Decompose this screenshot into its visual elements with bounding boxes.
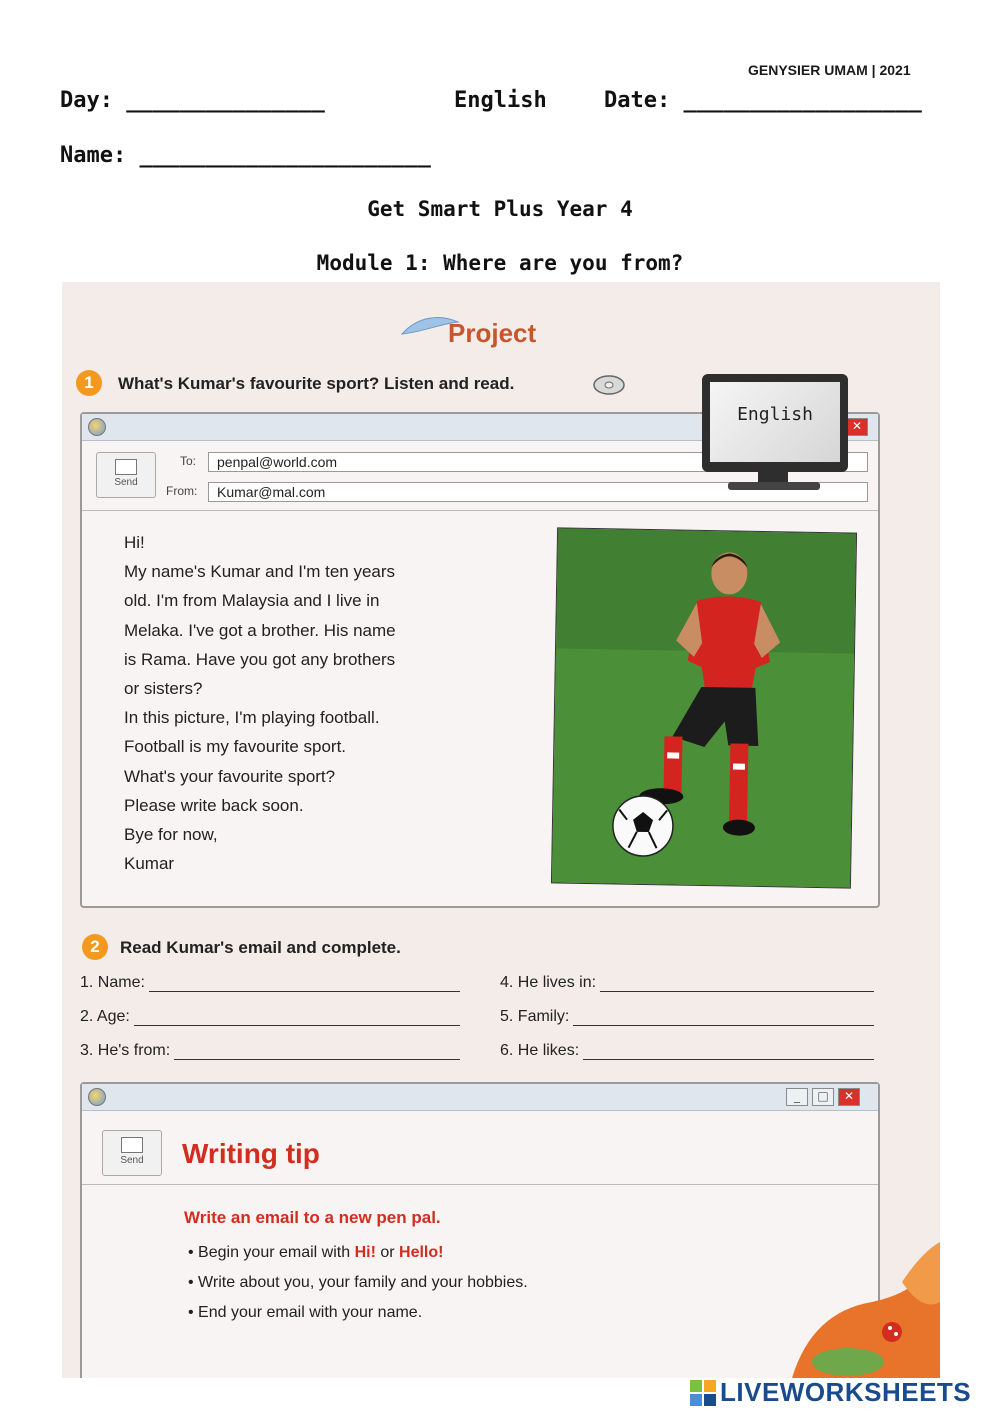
answer-line[interactable] — [149, 977, 460, 992]
answer-line[interactable] — [573, 1011, 874, 1026]
name-field[interactable]: Name: ______________________ — [60, 143, 431, 168]
cd-audio-icon[interactable] — [592, 374, 626, 396]
mushroom-decoration-icon — [752, 1242, 940, 1378]
question-2-text: Read Kumar's email and complete. — [120, 938, 401, 957]
tip-highlight: Hi! — [354, 1244, 376, 1261]
header-divider — [82, 510, 878, 511]
answer-line[interactable] — [134, 1011, 460, 1026]
email-line: is Rama. Have you got any brothers — [124, 649, 396, 669]
date-field[interactable]: Date: __________________ — [604, 88, 922, 113]
kumar-football-photo — [551, 527, 857, 888]
email-line: In this picture, I'm playing football. — [124, 708, 380, 728]
textbook-page — [62, 282, 940, 1378]
tip-divider — [82, 1184, 878, 1185]
to-field[interactable]: penpal@world.com — [208, 452, 868, 472]
answer-line[interactable] — [600, 977, 874, 992]
question-1-text: What's Kumar's favourite sport? Listen and read. — [118, 374, 515, 393]
maximize-icon[interactable]: □ — [812, 1088, 834, 1106]
fill-label: 2. Age: — [80, 1008, 130, 1025]
email-body — [124, 528, 396, 878]
fill-label: 5. Family: — [500, 1008, 570, 1025]
fill-label: 6. He likes: — [500, 1042, 580, 1059]
close-icon[interactable]: ✕ — [838, 1088, 860, 1106]
monitor-icon — [702, 374, 848, 472]
email-line: What's your favourite sport? — [124, 766, 336, 786]
monitor-label: English — [737, 404, 813, 425]
project-heading: Project — [448, 318, 537, 348]
writing-tip-titlebar — [82, 1084, 878, 1111]
subject-label: English — [454, 88, 547, 113]
tip-bullet-2: • Write about you, your family and your hobbies. — [188, 1274, 528, 1291]
close-icon[interactable]: ✕ — [846, 418, 868, 436]
envelope-icon — [115, 459, 137, 475]
email-line: Melaka. I've got a brother. His name — [124, 620, 396, 640]
minimize-icon[interactable]: _ — [786, 1088, 808, 1106]
fill-likes[interactable] — [500, 1042, 874, 1060]
tip-text: Write about you, your family and your hobbies. — [198, 1274, 528, 1291]
fill-age[interactable] — [80, 1008, 460, 1026]
writing-tip-title: Writing tip — [182, 1138, 320, 1169]
from-label: From: — [166, 484, 198, 498]
liveworksheets-logo-icon — [690, 1380, 716, 1406]
tip-bullet-1: • Begin your email with Hi! or Hello! — [188, 1244, 444, 1261]
answer-line[interactable] — [583, 1045, 874, 1060]
send-button[interactable] — [102, 1130, 162, 1176]
email-line: Bye for now, — [124, 825, 218, 845]
author-credit: GENYSIER UMAM | 2021 — [748, 62, 911, 78]
email-line: old. I'm from Malaysia and I live in — [124, 591, 380, 611]
fill-name[interactable] — [80, 974, 460, 992]
tip-text: Begin your email with — [198, 1244, 355, 1261]
send-button-label: Send — [120, 1155, 144, 1166]
browser-icon — [88, 1088, 106, 1106]
from-field[interactable]: Kumar@mal.com — [208, 482, 868, 502]
email-line: Please write back soon. — [124, 795, 304, 815]
fill-label: 3. He's from: — [80, 1042, 171, 1059]
fill-from[interactable] — [80, 1042, 460, 1060]
answer-line[interactable] — [174, 1045, 460, 1060]
envelope-icon — [121, 1137, 143, 1153]
send-button[interactable] — [96, 452, 156, 498]
writing-tip-subtitle: Write an email to a new pen pal. — [184, 1208, 441, 1227]
book-title: Get Smart Plus Year 4 — [367, 197, 633, 221]
send-button-label: Send — [114, 477, 138, 488]
fill-label: 1. Name: — [80, 974, 145, 991]
day-field[interactable]: Day: _______________ — [60, 88, 325, 113]
football-player-illustration — [552, 528, 856, 887]
monitor-base — [728, 482, 820, 490]
question-1-badge: 1 — [76, 370, 102, 396]
fill-label: 4. He lives in: — [500, 974, 597, 991]
tip-text: or — [375, 1244, 400, 1261]
tip-highlight: Hello! — [399, 1244, 444, 1261]
email-line: Football is my favourite sport. — [124, 737, 347, 757]
question-2-badge: 2 — [82, 934, 108, 960]
email-line: or sisters? — [124, 679, 203, 699]
tip-text: End your email with your name. — [198, 1304, 423, 1321]
module-title: Module 1: Where are you from? — [316, 251, 684, 275]
email-line: My name's Kumar and I'm ten years — [124, 562, 396, 582]
tip-bullet-3: • End your email with your name. — [188, 1304, 423, 1321]
email-line: Kumar — [124, 854, 175, 874]
to-label: To: — [180, 454, 197, 468]
browser-icon — [88, 418, 106, 436]
fill-family[interactable] — [500, 1008, 874, 1026]
fill-lives[interactable] — [500, 974, 874, 992]
liveworksheets-logo[interactable]: LIVEWORKSHEETS — [720, 1377, 972, 1407]
email-line: Hi! — [124, 533, 145, 552]
